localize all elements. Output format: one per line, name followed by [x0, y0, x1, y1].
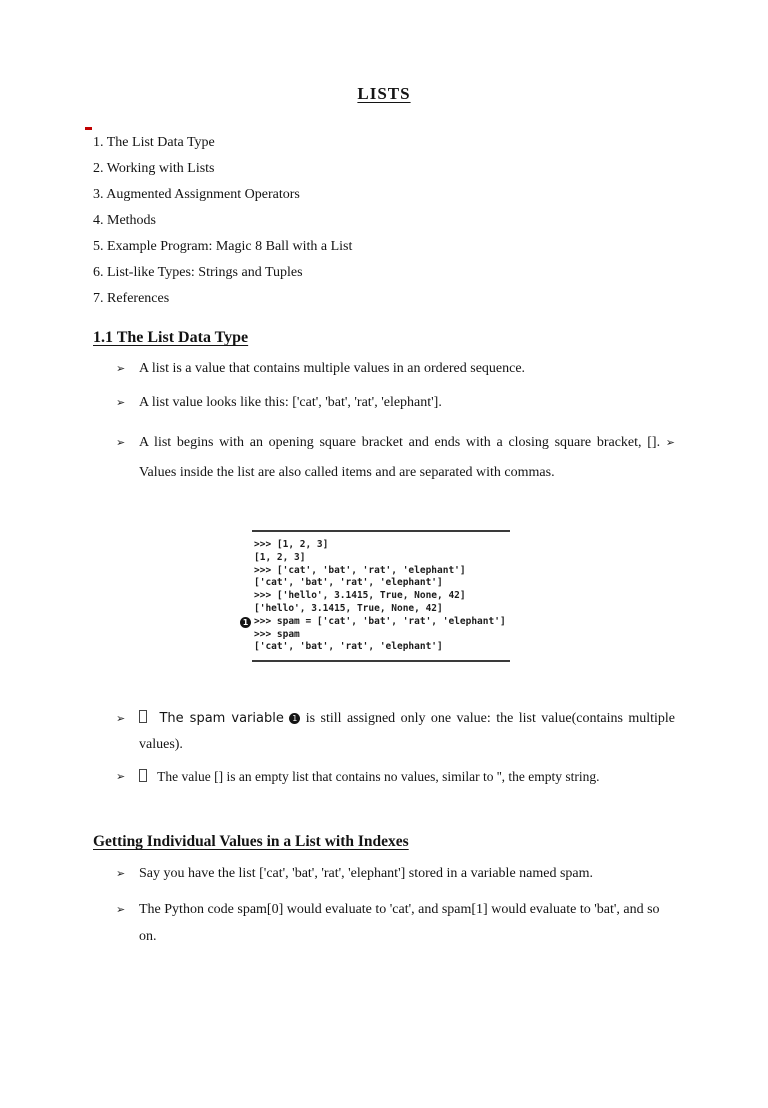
red-dash-artifact [85, 127, 92, 130]
bullet-item [93, 390, 675, 415]
toc-item-1: 1. The List Data Type [93, 135, 215, 150]
arrow-bullet-icon: ➢ [665, 436, 676, 449]
toc-item-6: 6. List-like Types: Strings and Tuples [93, 265, 303, 280]
list-data-type-bullets [93, 356, 675, 488]
code-line: >>> [1, 2, 3] [254, 539, 329, 550]
toc-item-2: 2. Working with Lists [93, 161, 215, 176]
circled-one-icon: 1 [240, 617, 251, 628]
code-line: >>> spam [254, 628, 300, 640]
arrow-bullet-icon: ➢ [116, 770, 126, 784]
toc-item-3: 3. Augmented Assignment Operators [93, 187, 300, 202]
page-title: LISTS [357, 84, 411, 103]
section-heading-indexes: Getting Individual Values in a List with Indexes [93, 833, 409, 851]
bullet-text: A list is a value that contains multiple values in an ordered sequence. [139, 361, 526, 376]
circled-one-icon: 1 [289, 713, 300, 724]
toc-item-5: 5. Example Program: Magic 8 Ball with a List [93, 239, 353, 254]
document-content [0, 84, 768, 950]
arrow-bullet-icon: ➢ [116, 712, 126, 726]
bullet-item [93, 356, 675, 381]
note-text: The value [] is an empty list that contains no values, similar to '', the empty string. [157, 769, 600, 785]
bullet-text: The Python code spam[0] would evaluate to 'cat', and spam[1] would evaluate to 'bat', and so on. [139, 902, 660, 945]
toc-item-4: 4. Methods [93, 213, 156, 228]
section-heading-list-data-type: 1.1 The List Data Type [93, 329, 249, 346]
arrow-bullet-icon: ➢ [116, 436, 126, 449]
indexes-bullets [93, 860, 675, 950]
code-line: ['hello', 3.1415, True, None, 42] [254, 602, 443, 614]
arrow-bullet-icon: ➢ [116, 362, 126, 375]
bullet-item [93, 860, 675, 887]
code-line-marked [242, 615, 510, 629]
code-line: ['cat', 'bat', 'rat', 'elephant'] [254, 577, 443, 589]
document-page [0, 84, 768, 1108]
bullet-item [93, 428, 675, 488]
arrow-bullet-icon: ➢ [116, 396, 126, 409]
note-text-spam-variable: The spam variable [159, 711, 284, 727]
toc-item-7: 7. References [93, 291, 170, 306]
missing-glyph-icon [139, 710, 147, 723]
code-line: >>> ['cat', 'bat', 'rat', 'elephant'] [254, 564, 466, 576]
missing-glyph-icon [139, 769, 147, 782]
bullet-item [93, 764, 675, 789]
bullet-text-part1: A list begins with an opening square bracket and ends with a closing square bracket, []. [139, 435, 661, 450]
code-screenshot [242, 530, 510, 662]
arrow-bullet-icon: ➢ [116, 903, 126, 917]
bullet-text: A list value looks like this: ['cat', 'bat', 'rat', 'elephant']. [139, 395, 442, 410]
table-of-contents [93, 130, 675, 312]
note-text: is still assigned only one value: the list value(contains multiple values). [139, 711, 676, 753]
bullet-item [93, 706, 675, 758]
bullet-item [93, 896, 675, 950]
code-line-text: >>> spam = ['cat', 'bat', 'rat', 'elephant'] [254, 615, 506, 627]
bullet-text: Say you have the list ['cat', 'bat', 'rat', 'elephant'] stored in a variable named spam. [139, 866, 594, 882]
arrow-bullet-icon: ➢ [116, 867, 126, 881]
code-line: >>> ['hello', 3.1415, True, None, 42] [254, 590, 466, 602]
code-notes [93, 706, 675, 789]
bullet-text-part2: Values inside the list are also called items and are separated with commas. [139, 465, 555, 480]
code-line: [1, 2, 3] [254, 551, 306, 563]
code-line: ['cat', 'bat', 'rat', 'elephant'] [254, 641, 443, 653]
